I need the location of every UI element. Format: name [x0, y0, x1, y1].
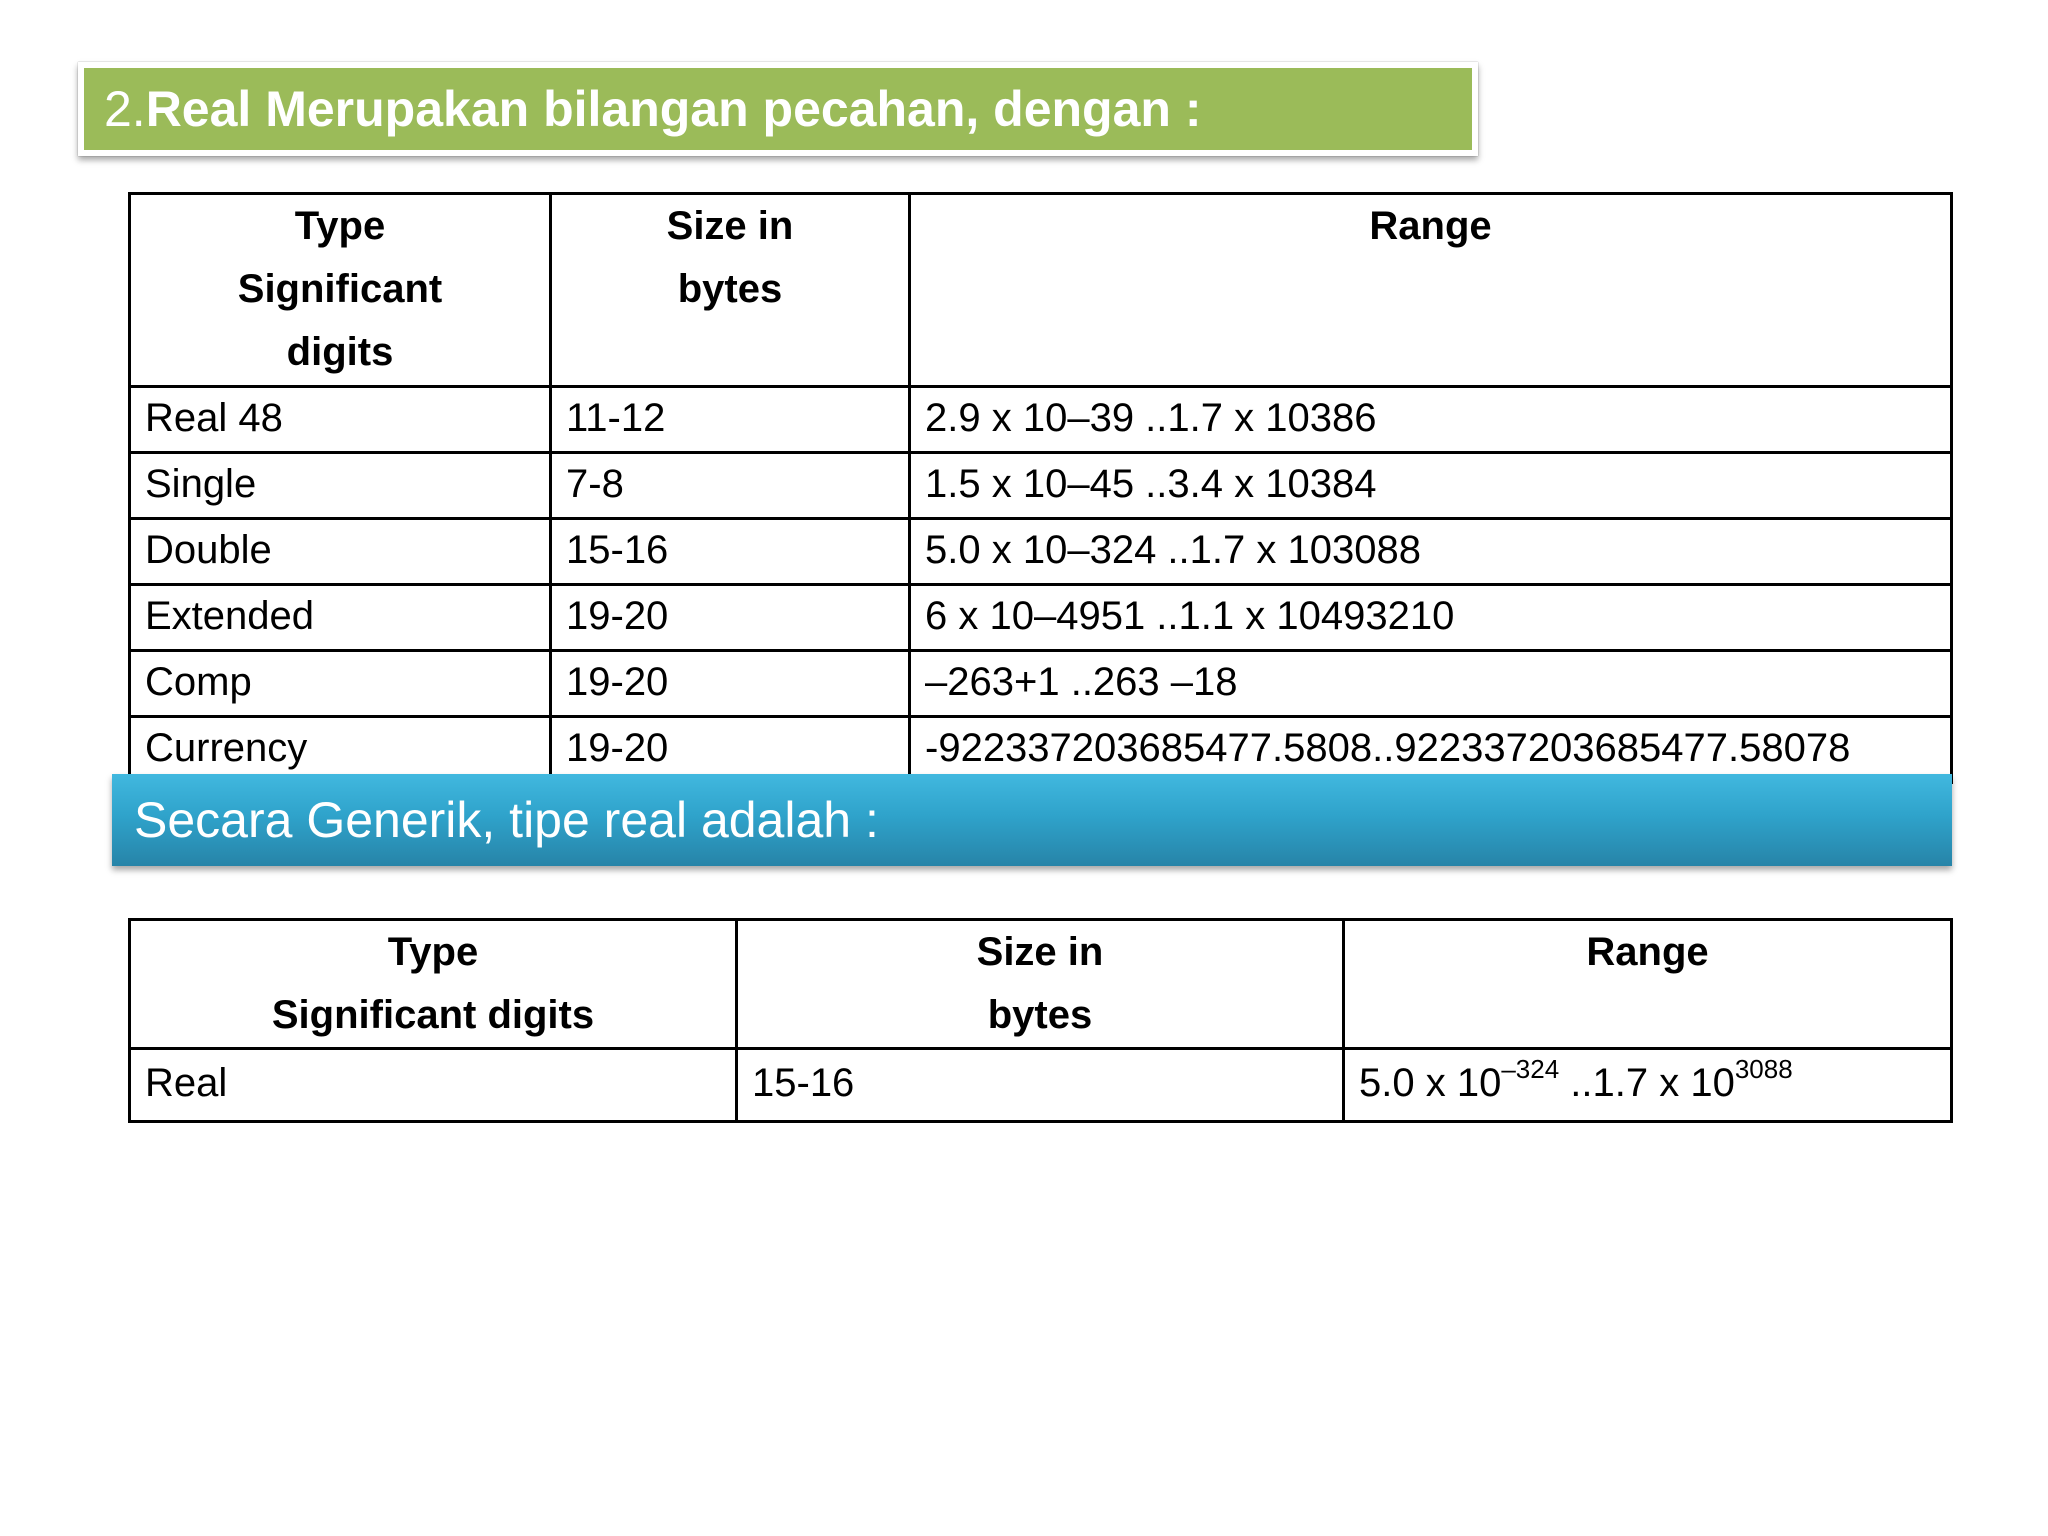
cell-type: Real 48	[130, 387, 551, 453]
real-types-table	[128, 192, 1953, 784]
table-row	[130, 387, 1952, 453]
header-range-line-1: Range	[1369, 204, 1492, 248]
cell-type: Double	[130, 519, 551, 585]
cell-type: Real	[130, 1049, 737, 1122]
header-size	[737, 920, 1344, 1049]
cell-range: -922337203685477.5808..922337203685477.58078	[910, 717, 1952, 783]
table-row	[130, 453, 1952, 519]
cell-size: 19-20	[551, 651, 910, 717]
cell-type: Currency	[130, 717, 551, 783]
table-header-row	[130, 920, 1952, 1049]
header-type	[130, 194, 551, 387]
generic-type-banner	[112, 774, 1952, 866]
header-type-line-2: Significant digits	[271, 993, 595, 1037]
cell-size: 11-12	[551, 387, 910, 453]
cell-size: 15-16	[551, 519, 910, 585]
header-size-line-2: bytes	[677, 267, 783, 311]
header-range	[1344, 920, 1952, 1049]
cell-range: –263+1 ..263 –18	[910, 651, 1952, 717]
header-type-line-1: Type	[387, 930, 479, 974]
section-number: 2.	[104, 81, 146, 137]
header-type-line-1: Type	[294, 204, 386, 248]
section-heading-banner	[78, 62, 1478, 156]
table-row	[130, 585, 1952, 651]
table-row	[130, 1049, 1952, 1122]
header-range-line-1: Range	[1586, 930, 1709, 974]
cell-range: 6 x 10–4951 ..1.1 x 10493210	[910, 585, 1952, 651]
generic-type-heading: Secara Generik, tipe real adalah :	[134, 792, 879, 848]
range-middle: ..1.7 x 10	[1559, 1061, 1735, 1105]
cell-range	[1344, 1049, 1952, 1122]
range-base-1: 5.0 x 10	[1359, 1061, 1502, 1105]
header-size-line-1: Size in	[976, 930, 1104, 974]
table-header-row	[130, 194, 1952, 387]
cell-size: 19-20	[551, 717, 910, 783]
cell-type: Single	[130, 453, 551, 519]
range-exponent-2: 3088	[1734, 1053, 1793, 1084]
section-title: Real Merupakan bilangan pecahan, dengan :	[145, 81, 1202, 137]
cell-range: 2.9 x 10–39 ..1.7 x 10386	[910, 387, 1952, 453]
cell-size: 15-16	[737, 1049, 1344, 1122]
table-row	[130, 717, 1952, 783]
header-size	[551, 194, 910, 387]
cell-range: 5.0 x 10–324 ..1.7 x 103088	[910, 519, 1952, 585]
table-row	[130, 651, 1952, 717]
header-range	[910, 194, 1952, 387]
range-exponent-1: –324	[1501, 1053, 1560, 1084]
cell-range: 1.5 x 10–45 ..3.4 x 10384	[910, 453, 1952, 519]
header-size-line-2: bytes	[987, 993, 1093, 1037]
header-type-line-3: digits	[286, 330, 394, 374]
generic-real-table	[128, 918, 1953, 1123]
table-row	[130, 519, 1952, 585]
cell-type: Comp	[130, 651, 551, 717]
cell-size: 19-20	[551, 585, 910, 651]
header-type	[130, 920, 737, 1049]
header-type-line-2: Significant	[237, 267, 443, 311]
cell-type: Extended	[130, 585, 551, 651]
cell-size: 7-8	[551, 453, 910, 519]
header-size-line-1: Size in	[666, 204, 794, 248]
